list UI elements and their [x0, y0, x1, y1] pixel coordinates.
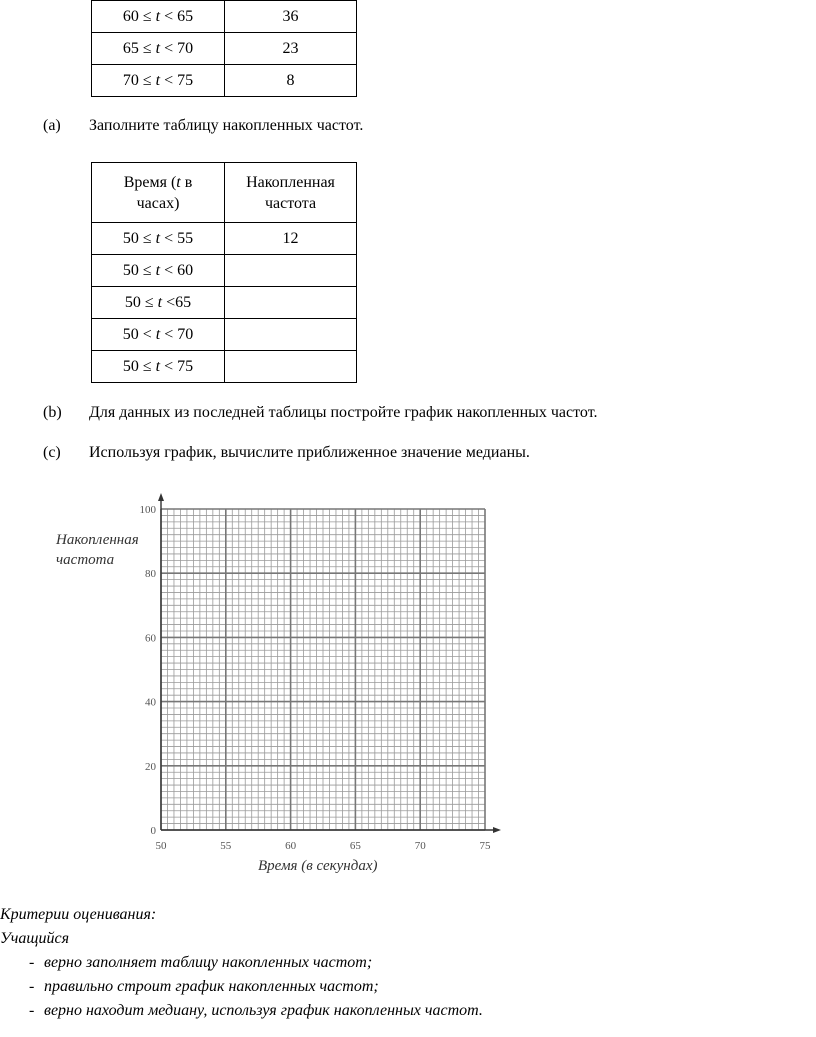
criteria-bullet: - — [29, 978, 35, 995]
criteria-title: Критерии оценивания: — [0, 906, 157, 923]
criteria-item: верно заполняет таблицу накопленных частот; — [44, 954, 373, 971]
frequency-cell: 8 — [225, 65, 357, 97]
cumulative-frequency-cell[interactable] — [225, 287, 357, 319]
frequency-cell: 36 — [225, 1, 357, 33]
range-cell: 50 < t < 70 — [92, 319, 225, 351]
grid-minor — [161, 509, 485, 830]
x-tick-label: 55 — [220, 840, 232, 852]
table-row — [92, 255, 357, 287]
question-a-label: (a) — [43, 117, 61, 134]
range-cell: 50 ≤ t < 60 — [92, 255, 225, 287]
range-cell: 70 ≤ t < 75 — [92, 65, 225, 97]
criteria-item: правильно строит график накопленных частот; — [44, 978, 379, 995]
question-b-text: Для данных из последней таблицы постройте график накопленных частот. — [89, 404, 598, 421]
range-cell: 50 ≤ t < 55 — [92, 223, 225, 255]
cumulative-frequency-cell[interactable] — [225, 319, 357, 351]
cum-header-frequency: Накопленная частота — [225, 163, 357, 223]
question-c-label: (c) — [43, 444, 61, 461]
question-b-label: (b) — [43, 404, 62, 421]
cumulative-frequency-table — [91, 162, 357, 383]
cumulative-frequency-chart — [0, 480, 816, 890]
frequency-cell: 23 — [225, 33, 357, 65]
y-axis-arrow — [158, 493, 164, 501]
x-tick-label: 50 — [155, 840, 167, 852]
range-cell: 60 ≤ t < 65 — [92, 1, 225, 33]
y-tick-label: 100 — [139, 504, 156, 516]
y-tick-label: 60 — [145, 632, 156, 645]
range-cell: 50 ≤ t <65 — [92, 287, 225, 319]
table-row — [92, 287, 357, 319]
x-tick-label: 65 — [349, 840, 361, 852]
table-row — [92, 65, 357, 97]
cumulative-frequency-cell: 12 — [225, 223, 357, 255]
cum-table-header-row — [92, 163, 357, 223]
table-row — [92, 1, 357, 33]
cumulative-frequency-cell[interactable] — [225, 255, 357, 287]
question-a-text: Заполните таблицу накопленных частот. — [89, 117, 364, 134]
table-row — [92, 351, 357, 383]
frequency-table — [91, 0, 357, 97]
x-axis-arrow — [493, 827, 501, 833]
criteria-subject: Учащийся — [0, 930, 70, 947]
y-tick-label: 40 — [145, 696, 156, 709]
range-cell: 50 ≤ t < 75 — [92, 351, 225, 383]
table-row — [92, 33, 357, 65]
y-tick-label: 80 — [145, 568, 156, 581]
x-tick-label: 70 — [414, 840, 426, 852]
x-tick-label: 75 — [479, 840, 491, 852]
table-row — [92, 223, 357, 255]
y-axis-label-line2: частота — [56, 552, 115, 568]
question-c-text: Используя график, вычислите приближенное значение медианы. — [89, 444, 530, 461]
x-tick-label: 60 — [285, 840, 297, 852]
y-axis-label-line1: Накопленная — [56, 532, 139, 548]
criteria-bullet: - — [29, 954, 35, 971]
range-cell: 65 ≤ t < 70 — [92, 33, 225, 65]
criteria-bullet: - — [29, 1002, 35, 1019]
y-tick-label: 0 — [150, 825, 156, 837]
cumulative-frequency-cell[interactable] — [225, 351, 357, 383]
y-tick-label: 20 — [145, 760, 156, 773]
table-row — [92, 319, 357, 351]
x-axis-label: Время (в секундах) — [258, 858, 378, 874]
tick-labels — [140, 504, 492, 852]
criteria-item: верно находит медиану, используя график накопленных частот. — [44, 1002, 483, 1019]
cum-header-time: Время (t в часах) — [92, 163, 225, 223]
